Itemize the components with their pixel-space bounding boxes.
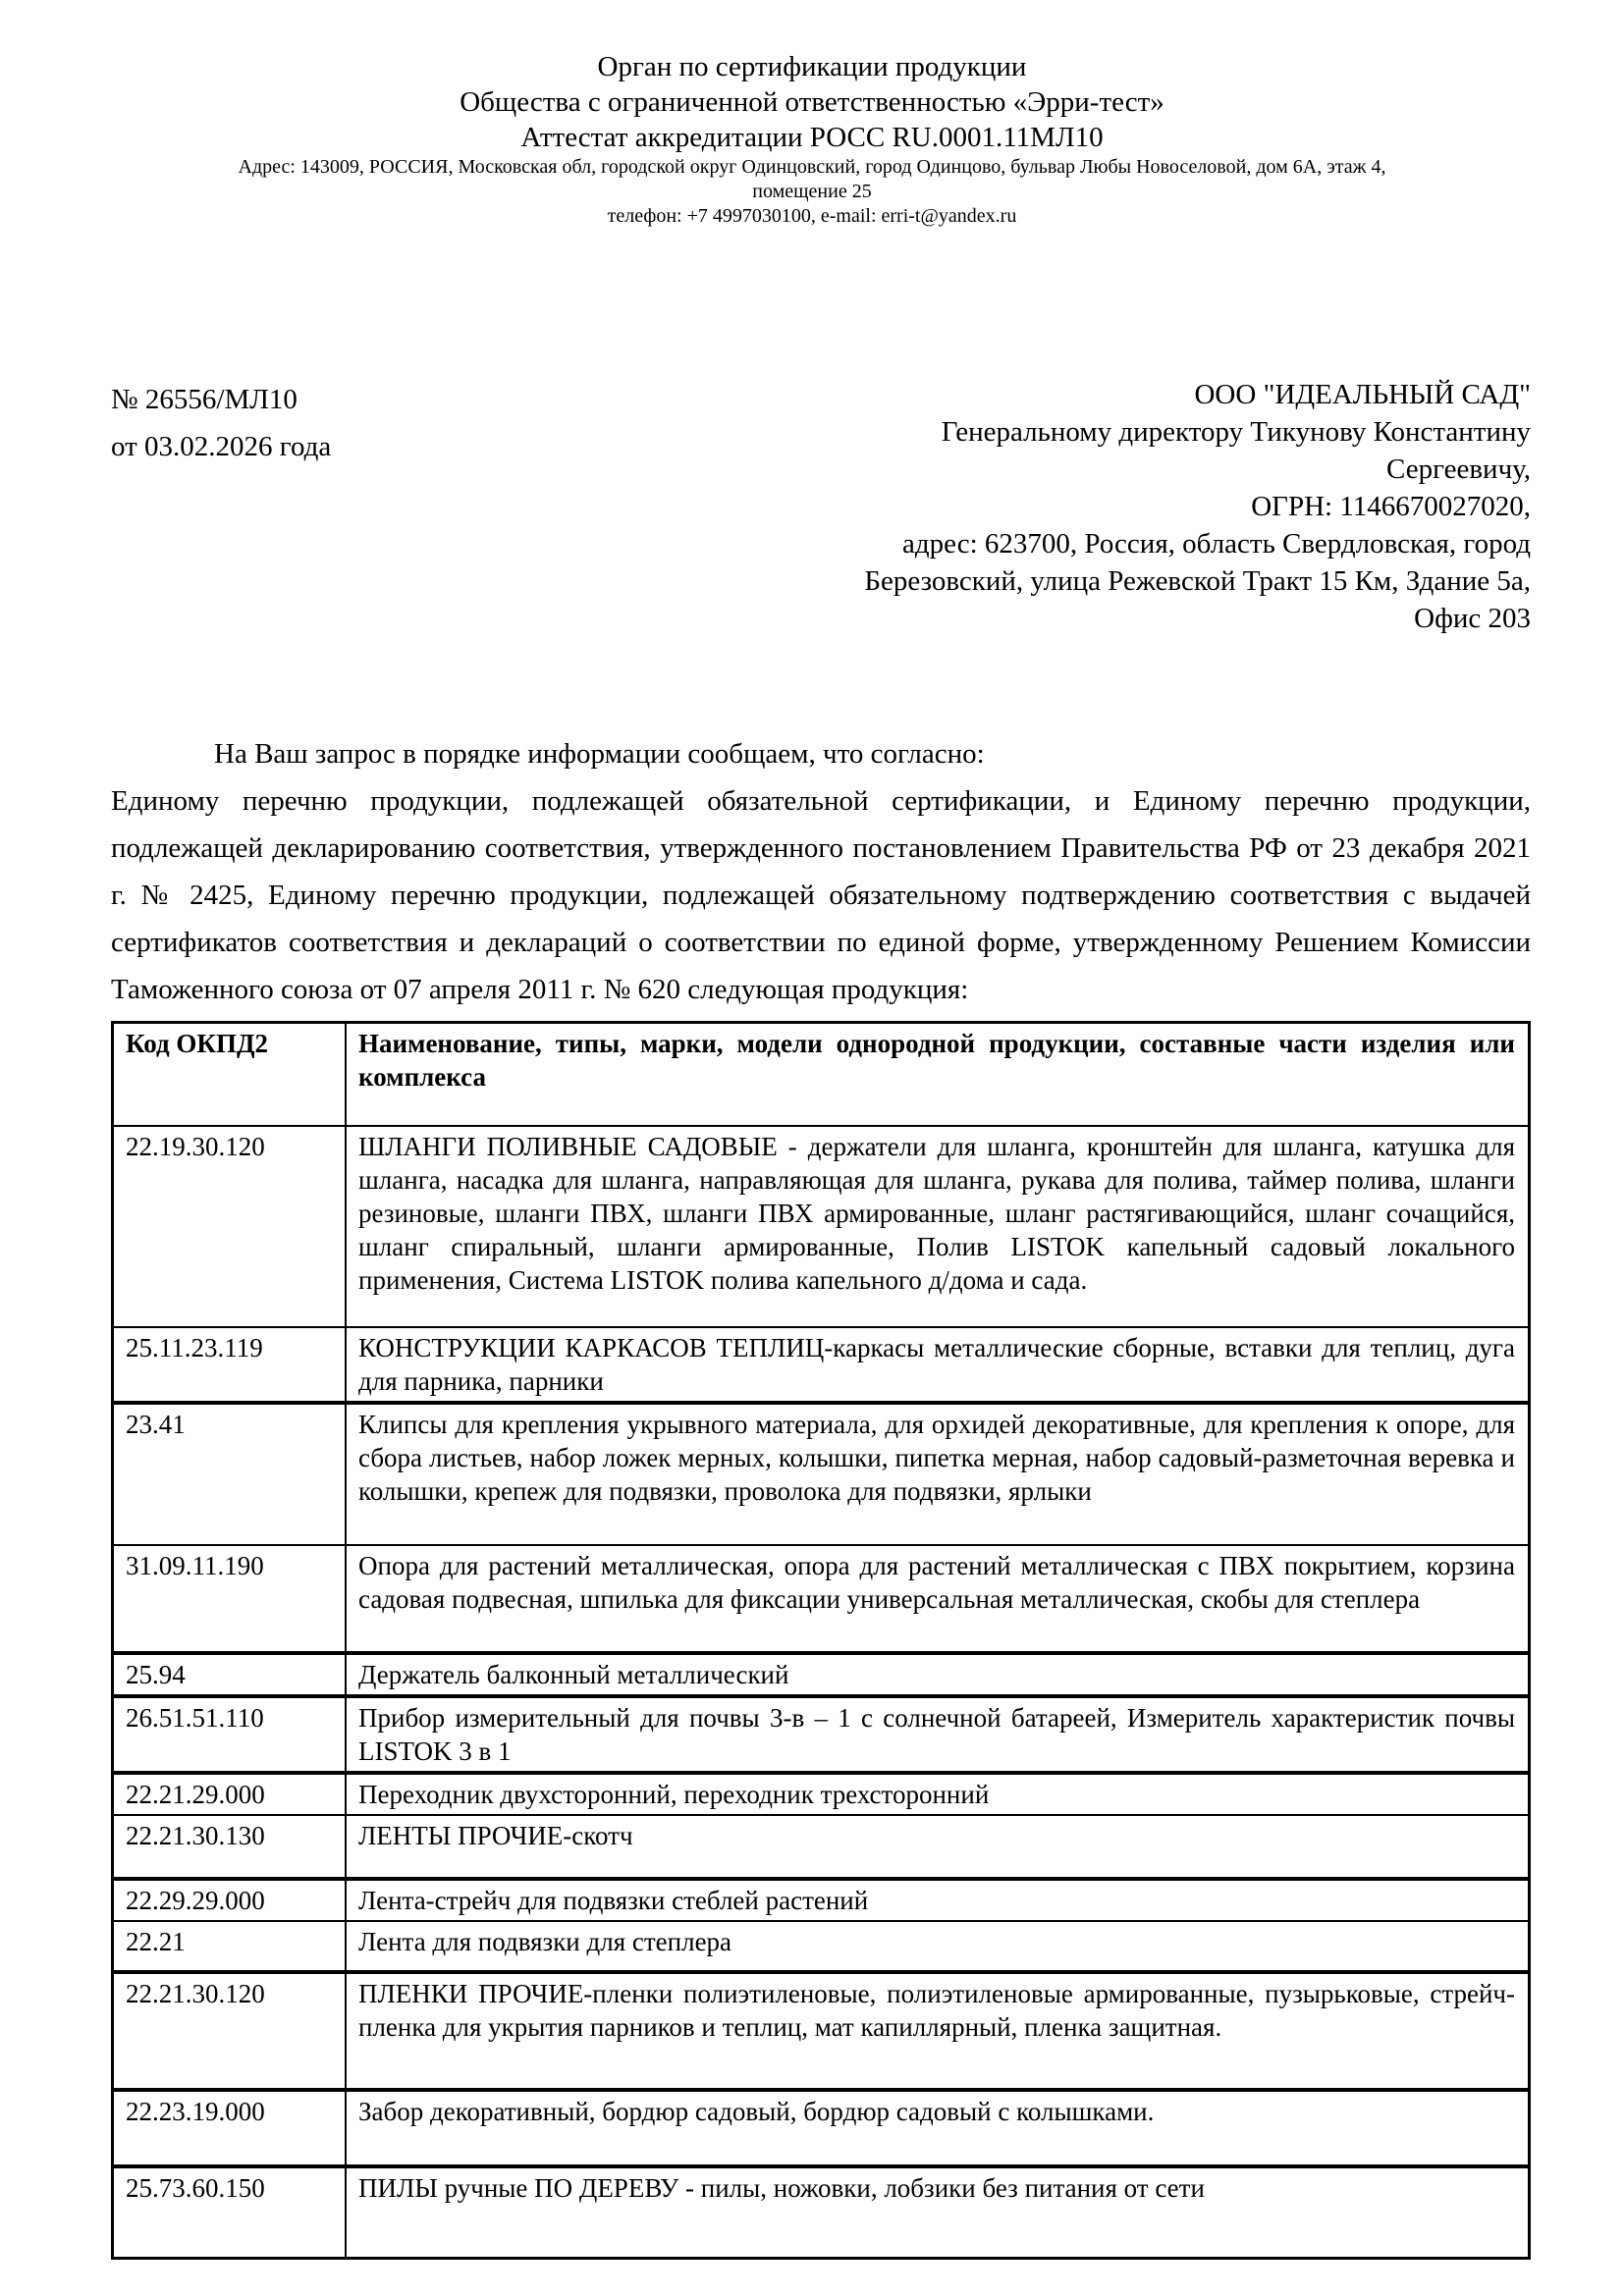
body-paragraph: Единому перечню продукции, подлежащей обязательной сертификации, и Единому перечню продукции, подлежащей декларированию соответствия, утвержденного постановлением Правительства РФ от 23 декабря 2021 г. № 2425, Единому перечню продукции, подлежащей обязательному подтверждению соответствия с выдачей сертификатов соответствия и деклараций о соответствии по единой форме, утвержденному Решением Комиссии Таможенного союза от 07 апреля 2011 г. № 620 следующая продукция: xyxy=(111,785,1531,1005)
product-description: Лента-стрейч для подвязки стеблей растений xyxy=(346,1879,1530,1921)
letterhead-accreditation: Аттестат аккредитации РОСС RU.0001.11МЛ10 xyxy=(520,122,1104,153)
recipient-company: ООО "ИДЕАЛЬНЫЙ САД" xyxy=(1194,379,1531,410)
product-code: 25.94 xyxy=(113,1653,347,1696)
table-row xyxy=(113,1773,1530,1815)
product-description: Держатель балконный металлический xyxy=(346,1653,1530,1696)
product-code: 22.21 xyxy=(113,1921,347,1972)
product-description: Переходник двухсторонний, переходник трехсторонний xyxy=(346,1773,1530,1815)
product-code: 22.21.29.000 xyxy=(113,1773,347,1815)
recipient-address-line: Офис 203 xyxy=(1414,603,1531,634)
letterhead-contact: телефон: +7 4997030100, e-mail: erri-t@yandex.ru xyxy=(607,205,1017,227)
table-row xyxy=(113,1879,1530,1921)
recipient-block xyxy=(864,376,1531,637)
product-description: КОНСТРУКЦИИ КАРКАСОВ ТЕПЛИЦ-каркасы металлические сборные, вставки для теплиц, дуга для парника, парники xyxy=(346,1327,1530,1403)
product-table xyxy=(111,1021,1531,2260)
product-code: 22.19.30.120 xyxy=(113,1126,347,1327)
product-description: Опора для растений металлическая, опора для растений металлическая с ПВХ покрытием, корзина садовая подвесная, шпилька для фиксации универсальная металлическая, скобы для степлера xyxy=(346,1545,1530,1653)
letter-body xyxy=(111,730,1531,1013)
recipient-address-line: Березовский, улица Режевской Тракт 15 Км, Здание 5а, xyxy=(864,565,1531,597)
product-code: 22.21.30.120 xyxy=(113,1972,347,2090)
recipient-addressee-line: Сергеевичу, xyxy=(1386,454,1531,485)
letter-reference xyxy=(111,376,331,470)
product-code: 23.41 xyxy=(113,1403,347,1545)
table-row xyxy=(113,2090,1530,2166)
product-code: 25.73.60.150 xyxy=(113,2166,347,2259)
recipient-ogrn: ОГРН: 1146670027020, xyxy=(1251,491,1531,522)
table-row xyxy=(113,1126,1530,1327)
letter-date: от 03.02.2026 года xyxy=(111,431,332,462)
product-description: Забор декоративный, бордюр садовый, бордюр садовый с колышками. xyxy=(346,2090,1530,2166)
letterhead-org-type: Орган по сертификации продукции xyxy=(597,51,1027,82)
product-code: 31.09.11.190 xyxy=(113,1545,347,1653)
table-row xyxy=(113,1327,1530,1403)
letterhead-org-name: Общества с ограниченной ответственностью «Эрри-тест» xyxy=(460,86,1164,118)
body-intro: На Ваш запрос в порядке информации сообщаем, что согласно: xyxy=(214,738,985,770)
product-code: 22.23.19.000 xyxy=(113,2090,347,2166)
letterhead-address-line-1: Адрес: 143009, РОССИЯ, Московская обл, городской округ Одинцовский, город Одинцово, бульвар Любы Новоселовой, дом 6А, этаж 4, xyxy=(238,156,1386,178)
letter-number: № 26556/МЛ10 xyxy=(111,384,298,415)
product-code: 26.51.51.110 xyxy=(113,1696,347,1773)
table-row xyxy=(113,1972,1530,2090)
product-description: ЛЕНТЫ ПРОЧИЕ-скотч xyxy=(346,1815,1530,1879)
product-code: 22.21.30.130 xyxy=(113,1815,347,1879)
product-description: Лента для подвязки для степлера xyxy=(346,1921,1530,1972)
product-code: 25.11.23.119 xyxy=(113,1327,347,1403)
letterhead xyxy=(0,0,1624,229)
table-header-row xyxy=(113,1023,1530,1126)
product-code: 22.29.29.000 xyxy=(113,1879,347,1921)
recipient-addressee-line: Генеральному директору Тикунову Константину xyxy=(941,416,1531,448)
table-row xyxy=(113,1696,1530,1773)
table-row xyxy=(113,2166,1530,2259)
table-row xyxy=(113,1545,1530,1653)
product-description: Прибор измерительный для почвы 3-в – 1 с солнечной батареей, Измеритель характеристик почвы LISTOK 3 в 1 xyxy=(346,1696,1530,1773)
table-row xyxy=(113,1815,1530,1879)
product-description: Клипсы для крепления укрывного материала, для орхидей декоративные, для крепления к опоре, для сбора листьев, набор ложек мерных, колышки, пипетка мерная, набор садовый-разметочная веревка и колышки, крепеж для подвязки, проволока для подвязки, ярлыки xyxy=(346,1403,1530,1545)
table-header-name: Наименование, типы, марки, модели однородной продукции, составные части изделия или комплекса xyxy=(346,1023,1530,1126)
letterhead-address-line-2: помещение 25 xyxy=(752,181,872,202)
recipient-address-line: адрес: 623700, Россия, область Свердловская, город xyxy=(902,528,1531,560)
product-description: ШЛАНГИ ПОЛИВНЫЕ САДОВЫЕ - держатели для шланга, кронштейн для шланга, катушка для шланга, насадка для шланга, направляющая для шланга, рукава для полива, таймер полива, шланги резиновые, шланги ПВХ, шланги ПВХ армированные, шланг растягивающийся, шланг сочащийся, шланг спиральный, шланги армированные, Полив LISTOK капельный садовый локального применения, Система LISTOK полива капельного д/дома и сада. xyxy=(346,1126,1530,1327)
table-row xyxy=(113,1921,1530,1972)
table-header-code: Код ОКПД2 xyxy=(113,1023,347,1126)
table-row xyxy=(113,1653,1530,1696)
reference-recipient-section xyxy=(111,376,1531,637)
product-description: ПИЛЫ ручные ПО ДЕРЕВУ - пилы, ножовки, лобзики без питания от сети xyxy=(346,2166,1530,2259)
product-description: ПЛЕНКИ ПРОЧИЕ-пленки полиэтиленовые, полиэтиленовые армированные, пузырьковые, стрейч-пленка для укрытия парников и теплиц, мат капиллярный, пленка защитная. xyxy=(346,1972,1530,2090)
table-row xyxy=(113,1403,1530,1545)
